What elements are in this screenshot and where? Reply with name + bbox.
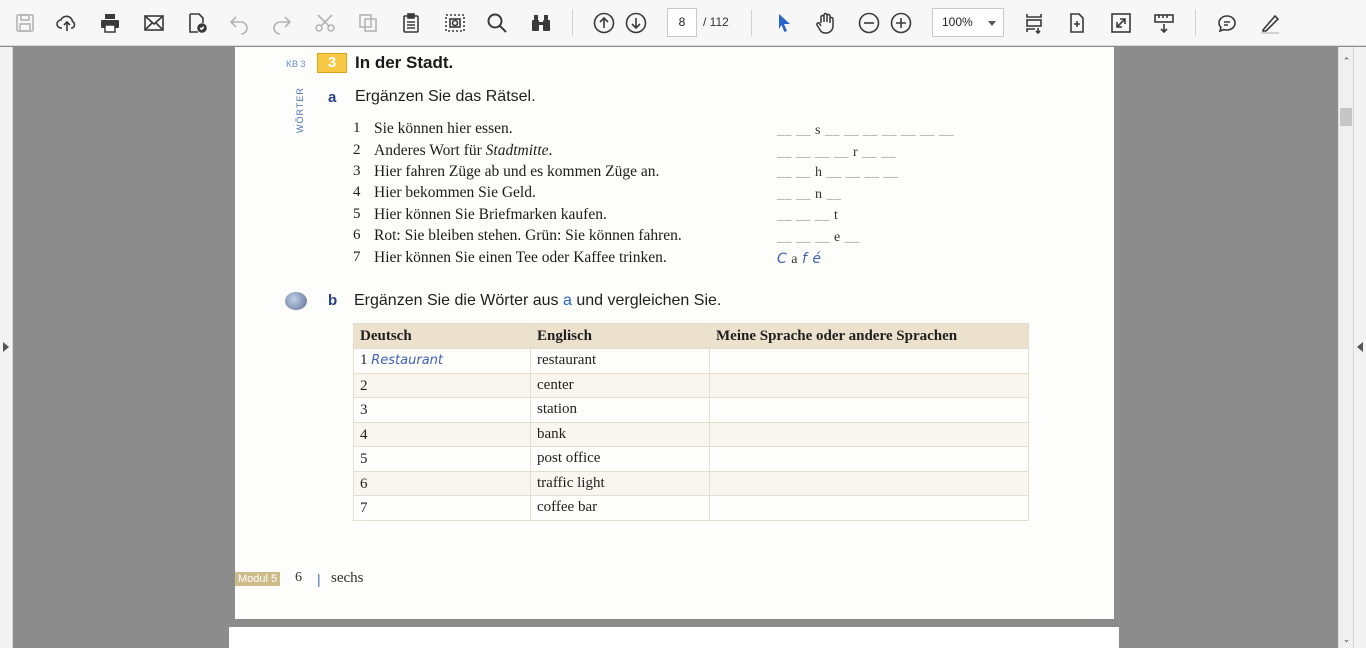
riddle-text: Hier bekommen Sie Geld.	[374, 184, 536, 201]
next-page-icon[interactable]	[621, 8, 651, 38]
other-language-cell	[710, 471, 1029, 496]
english-cell: station	[531, 398, 710, 423]
document-page	[235, 47, 1114, 619]
riddle-answer-blanks: __ __ h __ __ __ __	[777, 165, 899, 180]
kb-label: KB 3	[286, 59, 306, 69]
german-cell: 6	[354, 471, 531, 496]
riddle-number: 7	[353, 249, 361, 265]
hand-tool-icon[interactable]	[811, 8, 841, 38]
german-cell: 5	[354, 447, 531, 472]
previous-page-icon[interactable]	[589, 8, 619, 38]
paste-icon[interactable]	[396, 8, 426, 38]
table-header-row	[354, 324, 1029, 349]
page-total-label: / 112	[703, 15, 729, 29]
footer-modul-badge: Modul 5	[235, 572, 280, 586]
riddle-text: Rot: Sie bleiben stehen. Grün: Sie können fahren.	[374, 227, 682, 244]
comment-icon[interactable]	[1212, 8, 1242, 38]
section-b-instruction: Ergänzen Sie die Wörter aus a und vergleichen Sie.	[354, 292, 722, 309]
german-cell: 3	[354, 398, 531, 423]
section-a-instruction: Ergänzen Sie das Rätsel.	[355, 88, 536, 105]
other-language-cell	[710, 447, 1029, 472]
undo-icon[interactable]	[224, 8, 254, 38]
table-row	[354, 373, 1029, 398]
german-cell: 7	[354, 496, 531, 521]
english-cell: restaurant	[531, 349, 710, 374]
other-language-cell	[710, 422, 1029, 447]
column-header-english: Englisch	[531, 324, 710, 349]
riddle-answer-blanks: __ __ s __ __ __ __ __ __ __	[777, 123, 954, 138]
riddle-answer-blanks: __ __ n __	[777, 187, 842, 202]
table-row	[354, 447, 1029, 472]
snapshot-icon[interactable]	[440, 8, 470, 38]
fit-width-icon[interactable]	[1062, 8, 1092, 38]
select-cursor-icon[interactable]	[769, 8, 799, 38]
riddle-number: 4	[353, 184, 361, 200]
english-cell: traffic light	[531, 471, 710, 496]
riddle-text: Hier können Sie Briefmarken kaufen.	[374, 206, 607, 223]
toolbar-divider	[751, 10, 752, 36]
toolbar	[0, 0, 1366, 46]
german-cell: 2	[354, 373, 531, 398]
scrollbar-thumb[interactable]	[1340, 108, 1352, 126]
footer-page-number: 6	[295, 570, 302, 585]
english-cell: bank	[531, 422, 710, 447]
vocabulary-table	[353, 323, 1029, 521]
print-icon[interactable]	[95, 8, 125, 38]
english-cell: coffee bar	[531, 496, 710, 521]
section-b-letter: b	[328, 292, 338, 309]
next-document-page	[229, 627, 1119, 648]
riddle-answer-blanks: __ __ __ __ r __ __	[777, 145, 897, 160]
zoom-out-icon[interactable]	[854, 8, 884, 38]
english-cell: post office	[531, 447, 710, 472]
other-language-cell	[710, 398, 1029, 423]
expand-left-icon	[3, 342, 9, 352]
scroll-mode-icon[interactable]	[1149, 8, 1179, 38]
table-row	[354, 349, 1029, 374]
column-header-german: Deutsch	[354, 324, 531, 349]
toolbar-divider	[1195, 10, 1196, 36]
copy-icon[interactable]	[353, 8, 383, 38]
section-a-letter: a	[328, 89, 337, 106]
vertical-category-label: WÖRTER	[295, 87, 305, 133]
riddle-answer-blanks: __ __ __ e __	[777, 230, 860, 245]
chevron-down-icon	[988, 21, 996, 26]
redo-icon[interactable]	[267, 8, 297, 38]
riddle-text: Anderes Wort für Stadtmitte.	[374, 142, 553, 159]
save-icon[interactable]	[10, 8, 40, 38]
footer-separator: |	[317, 571, 321, 587]
german-cell: 1 Restaurant	[354, 349, 531, 374]
right-panel-toggle[interactable]	[1353, 47, 1366, 648]
riddle-number: 6	[353, 227, 361, 243]
find-binoculars-icon[interactable]	[526, 8, 556, 38]
riddle-number: 2	[353, 142, 361, 158]
table-row	[354, 398, 1029, 423]
riddle-text: Hier können Sie einen Tee oder Kaffee trinken.	[374, 249, 667, 266]
document-check-icon[interactable]	[182, 8, 212, 38]
riddle-text: Hier fahren Züge ab und es kommen Züge an.	[374, 163, 660, 180]
riddle-text: Sie können hier essen.	[374, 120, 513, 137]
table-row	[354, 496, 1029, 521]
column-header-other-languages: Meine Sprache oder andere Sprachen	[710, 324, 1029, 349]
zoom-value: 100%	[942, 15, 973, 29]
riddle-number: 1	[353, 120, 361, 136]
scroll-down-icon[interactable]: ⌄	[1342, 634, 1351, 644]
zoom-in-icon[interactable]	[886, 8, 916, 38]
search-icon[interactable]	[482, 8, 512, 38]
other-language-cell	[710, 496, 1029, 521]
left-panel-toggle[interactable]	[0, 47, 13, 648]
globe-icon	[285, 292, 307, 310]
fit-page-icon[interactable]	[1019, 8, 1049, 38]
section-number-badge: 3	[317, 53, 347, 73]
scroll-up-icon[interactable]: ⌃	[1342, 56, 1351, 66]
email-icon[interactable]	[139, 8, 169, 38]
other-language-cell	[710, 349, 1029, 374]
upload-icon[interactable]	[52, 8, 82, 38]
riddle-number: 5	[353, 206, 361, 222]
footer-page-word: sechs	[331, 570, 364, 586]
cut-icon[interactable]	[310, 8, 340, 38]
riddle-number: 3	[353, 163, 361, 179]
page-number-input[interactable]: 8	[667, 8, 697, 37]
expand-right-icon	[1357, 342, 1363, 352]
toolbar-divider	[572, 10, 573, 36]
english-cell: center	[531, 373, 710, 398]
other-language-cell	[710, 373, 1029, 398]
riddle-answer-handwritten: C a f é	[777, 251, 822, 267]
table-row	[354, 422, 1029, 447]
fullscreen-icon[interactable]	[1106, 8, 1136, 38]
zoom-select[interactable]	[932, 8, 1004, 37]
vertical-scrollbar[interactable]	[1338, 47, 1353, 648]
highlight-pen-icon[interactable]	[1255, 8, 1285, 38]
table-row	[354, 471, 1029, 496]
riddle-answer-blanks: __ __ __ t	[777, 208, 839, 223]
german-cell: 4	[354, 422, 531, 447]
page-title: In der Stadt.	[355, 53, 454, 72]
